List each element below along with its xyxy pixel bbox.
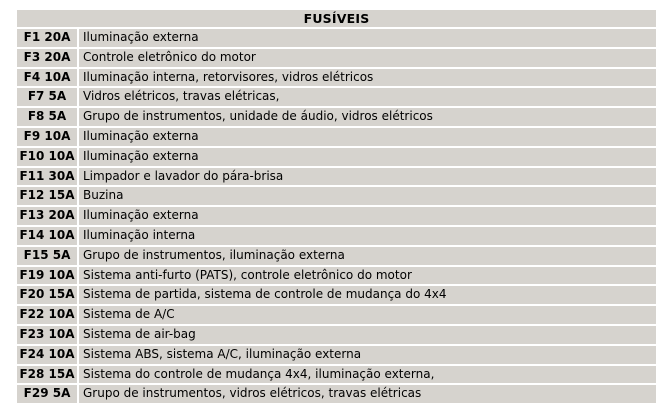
fuse-description-cell: Sistema de partida, sistema de controle de mudança do 4x4 — [79, 286, 656, 304]
table-title: FUSÍVEIS — [17, 10, 656, 27]
table-row — [17, 128, 656, 146]
fuse-table-container — [15, 8, 658, 405]
fuse-description-cell: Sistema do controle de mudança 4x4, iluminação externa, — [79, 366, 656, 384]
table-row — [17, 227, 656, 245]
table-row — [17, 326, 656, 344]
table-row — [17, 49, 656, 67]
fuse-description-cell: Vidros elétricos, travas elétricas, — [79, 88, 656, 106]
table-row — [17, 346, 656, 364]
fuse-description-cell: Iluminação externa — [79, 29, 656, 47]
table-row — [17, 187, 656, 205]
fuse-code-cell: F8 5A — [17, 108, 77, 126]
fuse-code-cell: F11 30A — [17, 168, 77, 186]
fuse-description-cell: Sistema de air-bag — [79, 326, 656, 344]
table-row — [17, 247, 656, 265]
fuse-description-cell: Grupo de instrumentos, vidros elétricos, travas elétricas — [79, 385, 656, 403]
table-header-row — [17, 10, 656, 27]
table-row — [17, 88, 656, 106]
fuse-description-cell: Grupo de instrumentos, unidade de áudio, vidros elétricos — [79, 108, 656, 126]
table-row — [17, 207, 656, 225]
table-row — [17, 385, 656, 403]
fuse-code-cell: F1 20A — [17, 29, 77, 47]
table-row — [17, 29, 656, 47]
fuse-code-cell: F14 10A — [17, 227, 77, 245]
table-row — [17, 168, 656, 186]
fuse-description-cell: Sistema de A/C — [79, 306, 656, 324]
fuse-code-cell: F9 10A — [17, 128, 77, 146]
fuse-code-cell: F15 5A — [17, 247, 77, 265]
fuse-code-cell: F29 5A — [17, 385, 77, 403]
fuse-description-cell: Iluminação interna — [79, 227, 656, 245]
fuse-code-cell: F19 10A — [17, 267, 77, 285]
fuse-description-cell: Sistema anti-furto (PATS), controle eletrônico do motor — [79, 267, 656, 285]
fuse-description-cell: Sistema ABS, sistema A/C, iluminação externa — [79, 346, 656, 364]
fuse-code-cell: F24 10A — [17, 346, 77, 364]
fuse-description-cell: Iluminação externa — [79, 148, 656, 166]
fuse-description-cell: Buzina — [79, 187, 656, 205]
fuse-description-cell: Controle eletrônico do motor — [79, 49, 656, 67]
fuse-description-cell: Iluminação interna, retorvisores, vidros elétricos — [79, 69, 656, 87]
fuse-code-cell: F7 5A — [17, 88, 77, 106]
fuse-description-cell: Grupo de instrumentos, iluminação externa — [79, 247, 656, 265]
table-row — [17, 108, 656, 126]
fuse-description-cell: Limpador e lavador do pára-brisa — [79, 168, 656, 186]
fuse-code-cell: F4 10A — [17, 69, 77, 87]
table-body — [17, 29, 656, 403]
fuse-code-cell: F3 20A — [17, 49, 77, 67]
table-row — [17, 267, 656, 285]
table-row — [17, 306, 656, 324]
fuse-code-cell: F13 20A — [17, 207, 77, 225]
fuse-table — [15, 8, 658, 405]
table-row — [17, 366, 656, 384]
fuse-description-cell: Iluminação externa — [79, 128, 656, 146]
fuse-code-cell: F20 15A — [17, 286, 77, 304]
fuse-code-cell: F10 10A — [17, 148, 77, 166]
table-row — [17, 69, 656, 87]
fuse-description-cell: Iluminação externa — [79, 207, 656, 225]
fuse-code-cell: F12 15A — [17, 187, 77, 205]
fuse-code-cell: F23 10A — [17, 326, 77, 344]
fuse-code-cell: F22 10A — [17, 306, 77, 324]
fuse-code-cell: F28 15A — [17, 366, 77, 384]
table-row — [17, 148, 656, 166]
table-row — [17, 286, 656, 304]
